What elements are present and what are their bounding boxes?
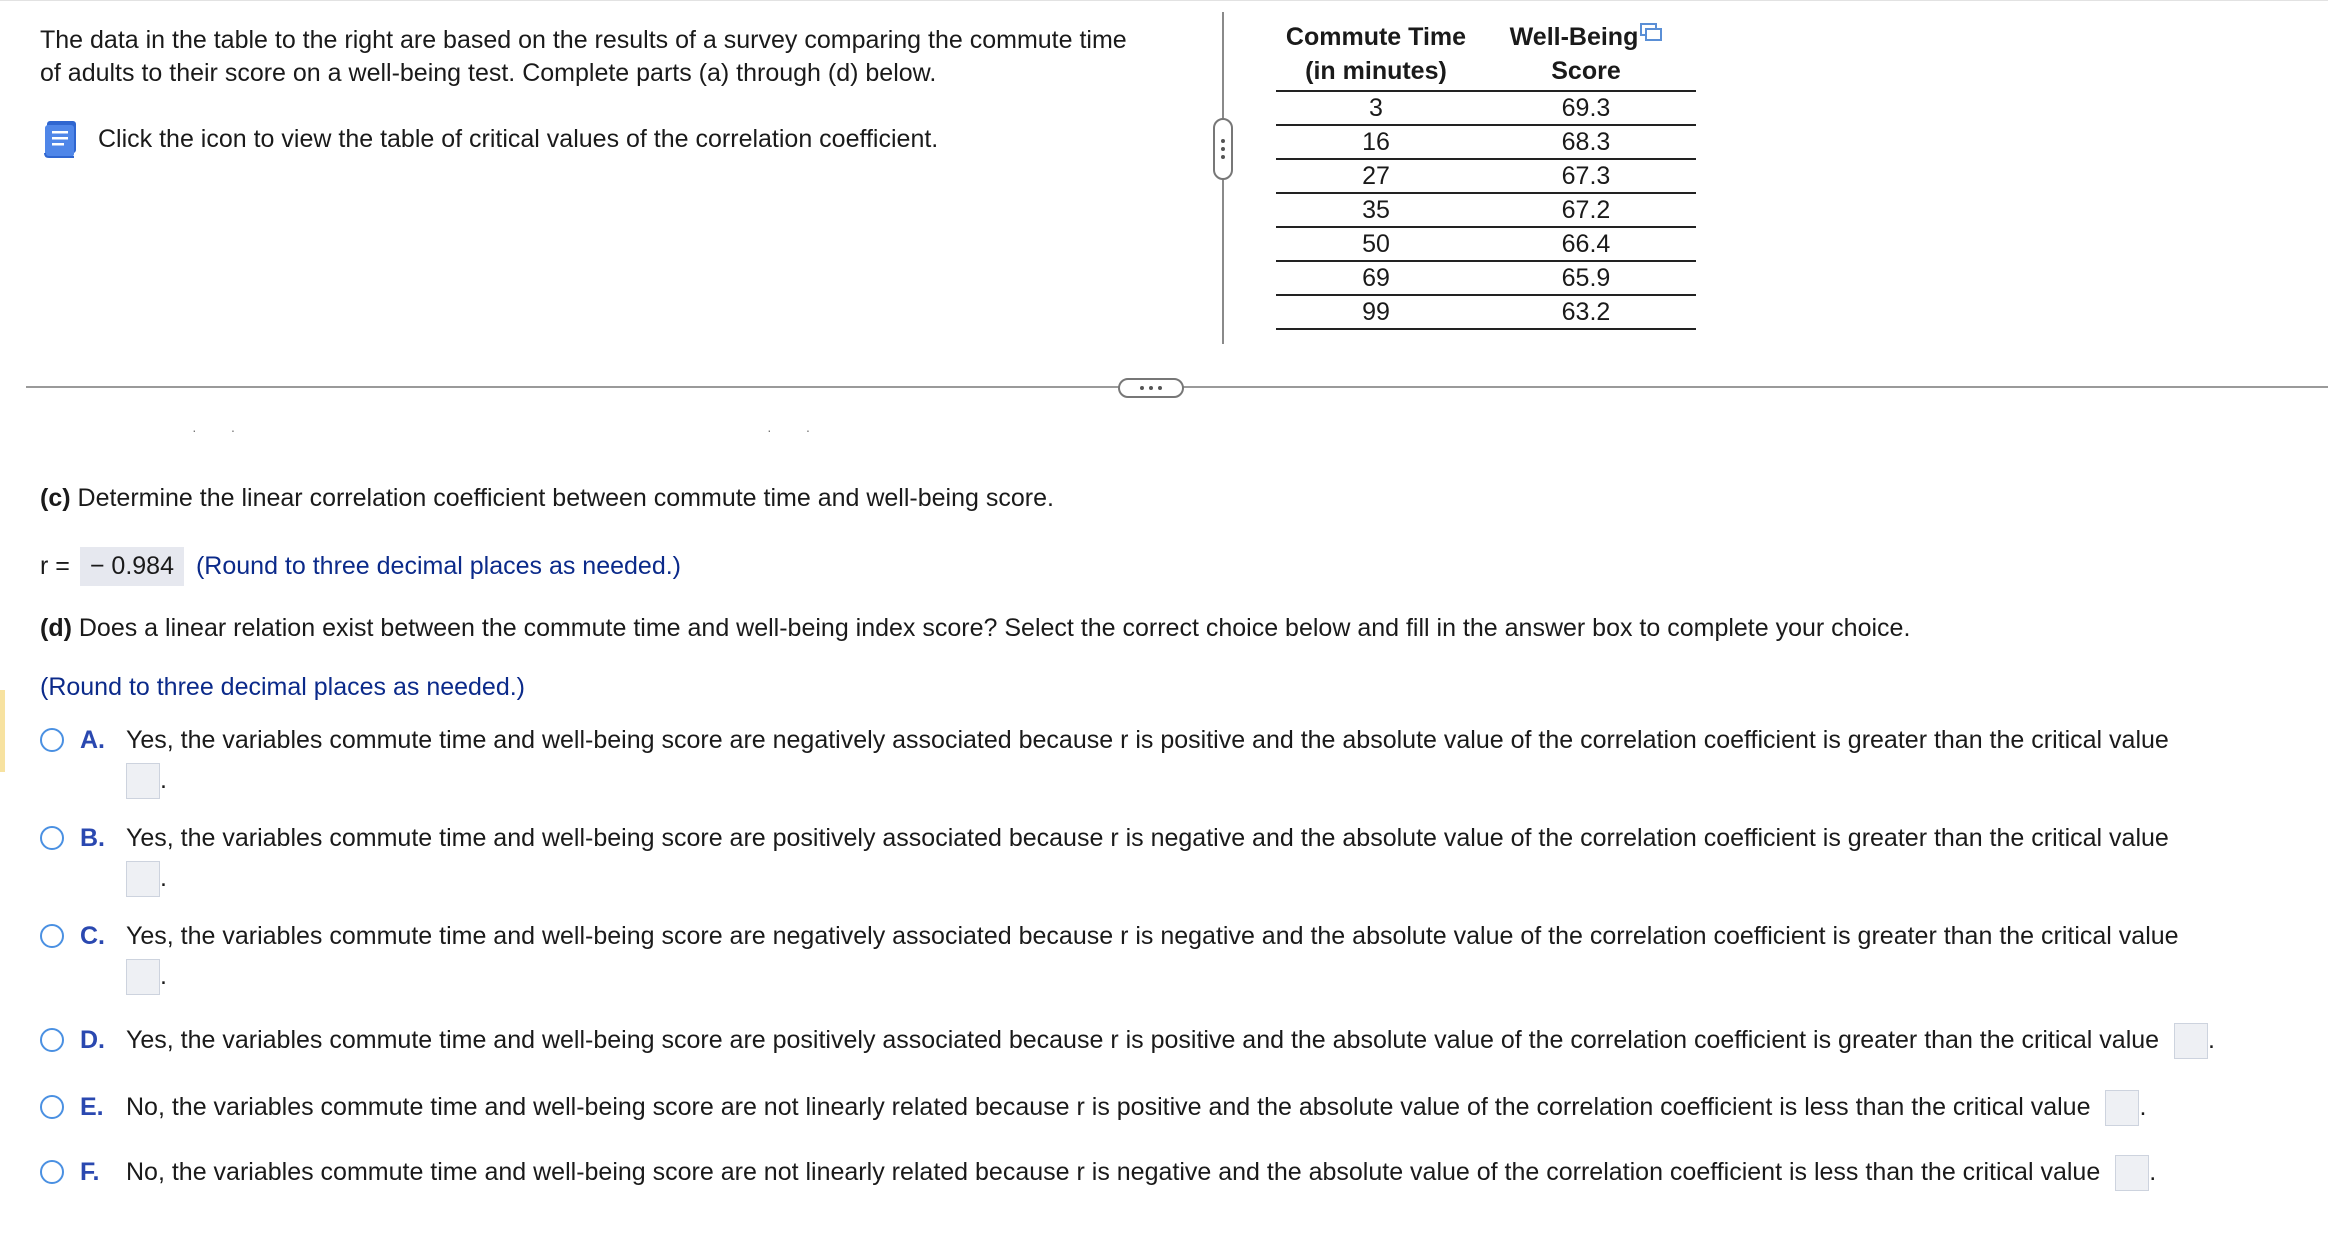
- top-border: [0, 0, 2328, 1]
- table-row: [1276, 261, 1696, 295]
- table-row: [1276, 159, 1696, 193]
- part-c-question: (c) Determine the linear correlation coefficient between commute time and well-being score.: [40, 484, 1054, 512]
- score-cell: 67.2: [1476, 193, 1696, 227]
- score-cell: 66.4: [1476, 227, 1696, 261]
- answer-box-d[interactable]: [2174, 1023, 2208, 1059]
- radio-e[interactable]: [40, 1095, 64, 1119]
- faint-dots-right: ··: [767, 422, 845, 438]
- radio-b[interactable]: [40, 826, 64, 850]
- option-letter: F.: [80, 1158, 100, 1186]
- score-cell: 63.2: [1476, 295, 1696, 329]
- score-cell: 67.3: [1476, 159, 1696, 193]
- col-header-wellbeing: Well-Being Score: [1476, 20, 1696, 91]
- commute-cell: 50: [1276, 227, 1476, 261]
- option-text: Yes, the variables commute time and well-being score are negatively associated because r is positive and the absolute value of the correlation coefficient is greater than the critical value: [126, 726, 2169, 754]
- option-letter: C.: [80, 922, 105, 950]
- option-a[interactable]: A. Yes, the variables commute time and well-being score are negatively associated because r is positive and the absolute value of the correlation coefficient is greater than the critical value .: [40, 722, 2169, 799]
- answer-box-a[interactable]: [126, 763, 160, 799]
- score-cell: 65.9: [1476, 261, 1696, 295]
- critical-values-hint: [42, 116, 938, 162]
- option-text: No, the variables commute time and well-being score are not linearly related because r is negative and the absolute value of the correlation coefficient is less than the critical value: [126, 1158, 2101, 1186]
- answer-box-f[interactable]: [2115, 1155, 2149, 1191]
- round-note-d: (Round to three decimal places as needed.): [40, 673, 526, 701]
- horizontal-resize-handle[interactable]: [1118, 378, 1184, 398]
- commute-cell: 3: [1276, 91, 1476, 125]
- answer-box-b[interactable]: [126, 861, 160, 897]
- score-cell: 69.3: [1476, 91, 1696, 125]
- r-answer-box[interactable]: − 0.984: [80, 547, 184, 586]
- table-row: [1276, 295, 1696, 329]
- option-letter: B.: [80, 824, 105, 852]
- commute-cell: 27: [1276, 159, 1476, 193]
- faint-dots-left: ··: [192, 422, 270, 438]
- round-note-c: (Round to three decimal places as needed.): [195, 551, 681, 580]
- commute-cell: 16: [1276, 125, 1476, 159]
- option-text: No, the variables commute time and well-being score are not linearly related because r is positive and the absolute value of the correlation coefficient is less than the critical value: [126, 1093, 2091, 1121]
- hint-text: Click the icon to view the table of critical values of the correlation coefficient.: [98, 124, 939, 153]
- option-text: Yes, the variables commute time and well-being score are positively associated because r is positive and the absolute value of the correlation coefficient is greater than the critical value: [126, 1026, 2160, 1054]
- table-row: [1276, 227, 1696, 261]
- commute-cell: 35: [1276, 193, 1476, 227]
- option-d[interactable]: D. Yes, the variables commute time and well-being score are positively associated because r is positive and the absolute value of the correlation coefficient is greater than the critical value .: [40, 1022, 2215, 1059]
- option-e[interactable]: E. No, the variables commute time and well-being score are not linearly related because r is positive and the absolute value of the correlation coefficient is less than the critical value .: [40, 1089, 2146, 1126]
- intro-text: The data in the table to the right are based on the results of a survey comparing the commute time of adults to their score on a well-being test. Complete parts (a) through (d) below.: [40, 26, 1127, 87]
- score-cell: 68.3: [1476, 125, 1696, 159]
- option-letter: E.: [80, 1093, 104, 1121]
- option-letter: A.: [80, 726, 105, 754]
- option-letter: D.: [80, 1026, 105, 1054]
- answer-box-c[interactable]: [126, 959, 160, 995]
- radio-c[interactable]: [40, 924, 64, 948]
- table-row: [1276, 91, 1696, 125]
- option-c[interactable]: C. Yes, the variables commute time and well-being score are negatively associated because r is negative and the absolute value of the correlation coefficient is greater than the critical value .: [40, 918, 2179, 995]
- left-highlight-strip: [0, 690, 5, 772]
- option-text: Yes, the variables commute time and well-being score are positively associated because r is negative and the absolute value of the correlation coefficient is greater than the critical value: [126, 824, 2169, 852]
- part-d-question: (d) Does a linear relation exist between the commute time and well-being index score? Select the correct choice below and fill in the answer box to complete your choice.: [40, 614, 1911, 642]
- option-b[interactable]: B. Yes, the variables commute time and well-being score are positively associated because r is negative and the absolute value of the correlation coefficient is greater than the critical value .: [40, 820, 2169, 897]
- col-header-commute: Commute Time (in minutes): [1276, 20, 1476, 91]
- radio-d[interactable]: [40, 1028, 64, 1052]
- table-row: [1276, 125, 1696, 159]
- table-row: [1276, 193, 1696, 227]
- option-text: Yes, the variables commute time and well-being score are negatively associated because r is negative and the absolute value of the correlation coefficient is greater than the critical value: [126, 922, 2179, 950]
- commute-cell: 99: [1276, 295, 1476, 329]
- option-f[interactable]: F. No, the variables commute time and well-being score are not linearly related because r is negative and the absolute value of the correlation coefficient is less than the critical value .: [40, 1154, 2156, 1191]
- r-label: r =: [40, 551, 70, 580]
- data-table: [1276, 20, 1696, 330]
- commute-cell: 69: [1276, 261, 1476, 295]
- answer-box-e[interactable]: [2105, 1090, 2139, 1126]
- radio-a[interactable]: [40, 728, 64, 752]
- popout-icon[interactable]: [1640, 23, 1662, 41]
- radio-f[interactable]: [40, 1160, 64, 1184]
- book-icon[interactable]: [42, 119, 80, 159]
- r-answer-line: [40, 547, 681, 585]
- vertical-resize-handle[interactable]: [1213, 118, 1233, 180]
